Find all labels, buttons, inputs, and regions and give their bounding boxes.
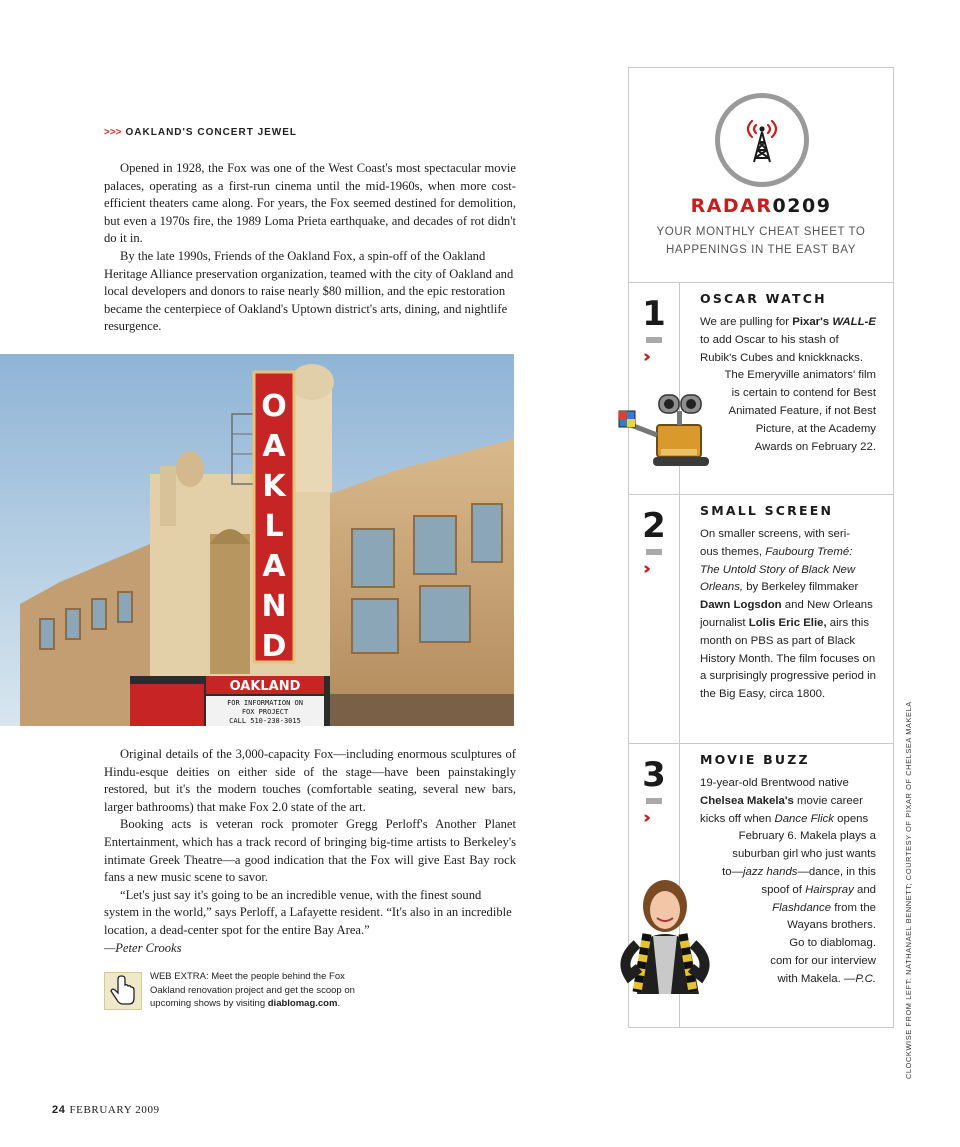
article-paragraph: Original details of the 3,000-capacity Fox—including enormous sculptures of Hindu-esque deities on either side of the stage—have been painstakingly restored, but it's the modern touches (comfortable seating, several new bars, larger bathrooms) that make Fox 2.0 state of the art. [104,747,516,814]
blurb-line: Chelsea Makela's movie career [700,794,863,807]
radar-subtitle-line: HAPPENINGS IN THE EAST BAY [665,244,857,256]
article-paragraph: Opened in 1928, the Fox was one of the West Coast's most spectacular movie palaces, operating as a first-run cinema until the mid-1960s, when more cost-efficient theaters came along. For years, the Fox seemed destined for demolition, but even a 1970s fire, the 1989 Loma Prieta earthquake, and decades of rot didn't do it in. [104,161,516,246]
blurb-line: to add Oscar to his stash of [700,333,839,346]
blurb-line: Flashdance from the [772,901,876,914]
blurb-line: to—jazz hands—dance, in this [722,865,876,878]
column-rule [679,495,680,744]
blurb-line: The Untold Story of Black New [700,563,856,576]
blurb-line: the Big Easy, circa 1800. [700,688,826,701]
radar-title-red: RADAR [690,195,773,217]
radio-tower-icon [715,93,809,187]
item-title: SMALL SCREEN [700,503,834,518]
radar-item-oscar-watch [629,282,893,495]
radar-header [629,68,893,282]
blurb-line: suburban girl who just wants [732,848,876,861]
web-extra-link[interactable]: diablomag.com [267,998,338,1009]
blurb-line: Wayans brothers. [787,919,876,932]
chevron-right-icon: ›› [643,347,646,367]
svg-text:K: K [262,469,286,504]
radar-title [629,195,893,217]
article-body-bottom [104,746,516,957]
chevron-right-icon: ›› [643,808,646,828]
blurb-line: journalist Lolis Eric Elie, airs this [700,616,870,629]
item-blurb [700,314,876,456]
byline: —Peter Crooks [104,940,182,955]
radar-title-number: 0209 [772,195,832,217]
web-extra-text [150,970,364,1011]
blurb-line: spoof of Hairspray and [761,883,876,896]
svg-text:L: L [264,509,284,544]
blurb-line: On smaller screens, with seri- [700,528,851,540]
chelsea-makela-photo [607,864,723,994]
blurb-line: a surprisingly progressive period in [700,670,877,683]
article-paragraph: By the late 1990s, Friends of the Oakland Fox, a spin-off of the Oakland Heritage Alliance preservation organization, teamed with the city of Oakland and local developers and donors to raise nearly $80 million, and the epic restoration became the centerpiece of Oakland's Uptown district's arts, dining, and nightlife resurgence. [104,248,514,334]
item-number: 3 [642,755,666,795]
article-body-top [104,160,516,336]
svg-text:OAKLAND: OAKLAND [229,679,301,694]
kicker-text: OAKLAND'S CONCERT JEWEL [125,127,298,138]
issue-date: FEBRUARY 2009 [69,1104,160,1116]
blurb-line: is certain to contend for Best [731,387,876,400]
radar-item-small-screen [629,494,893,744]
radar-subtitle [629,223,893,259]
svg-text:D: D [261,629,287,664]
blurb-line: We are pulling for Pixar's WALL-E [700,316,876,328]
svg-text:A: A [262,429,286,464]
radar-subtitle-line: YOUR MONTHLY CHEAT SHEET TO [656,226,866,238]
blurb-line: Orleans, by Berkeley filmmaker [700,581,859,594]
web-extra-body: WEB EXTRA: Meet the people behind the Fox Oakland renovation project and get the scoop on upcoming shows by visiting [150,971,355,1009]
photo-credit: CLOCKWISE FROM LEFT: NATHANAEL BENNETT; COURTESY OF PIXAR OF CHELSEA MAKELA [904,701,913,1079]
kicker-arrows: >>> [104,127,122,138]
blurb-line: ous themes, Faubourg Tremé: [700,545,853,558]
blurb-line: 19-year-old Brentwood native [700,777,849,789]
svg-text:FOR INFORMATION ON: FOR INFORMATION ON [227,699,303,707]
chevron-right-icon: ›› [643,559,646,579]
svg-text:N: N [261,589,287,624]
article-paragraph: “Let's just say it's going to be an incredible venue, with the finest sound system in the world,” says Perloff, a Lafayette resident. “It's also in an incredible location, a dead-center spot for the entire Bay Area.” [104,887,512,937]
blurb-line: The Emeryville animators' film [724,369,876,382]
item-number: 2 [642,506,666,546]
blurb-line: kicks off when Dance Flick opens [700,812,869,825]
walle-robot-image [613,387,719,467]
blurb-line: com for our interview [770,954,876,967]
svg-text:O: O [261,389,287,424]
blurb-line: Picture, at the Academy [755,422,876,435]
number-dash [646,798,662,804]
item-number: 1 [642,294,666,334]
page-folio [52,1104,160,1116]
blurb-line: Rubik's Cubes and knickknacks. [700,351,863,364]
blurb-line: Go to diablomag. [789,937,876,950]
svg-text:CALL 510-238-3015: CALL 510-238-3015 [229,717,301,725]
blurb-line: month on PBS as part of Black [700,634,856,647]
radar-item-movie-buzz [629,743,893,1028]
blurb-line: Dawn Logsdon and New Orleans [700,599,873,612]
blurb-line: History Month. The film focuses on [700,652,876,665]
number-dash [646,549,662,555]
svg-text:FOX PROJECT: FOX PROJECT [241,708,289,716]
section-kicker [104,127,297,138]
blurb-line: Awards on February 22. [754,440,876,453]
fox-theater-photo [0,354,514,726]
item-title: OSCAR WATCH [700,291,827,306]
number-dash [646,337,662,343]
page-number: 24 [52,1104,66,1116]
article-paragraph: Booking acts is veteran rock promoter Gregg Perloff's Another Planet Entertainment, which has a track record of bringing big-time artists to Berkeley's intimate Greek Theatre—a good indication that the Fox will give East Bay rock fans a new music scene to savor. [104,817,516,885]
web-extra-end: . [337,998,341,1009]
radar-sidebar [628,67,894,1028]
blurb-line: Animated Feature, if not Best [728,404,876,417]
blurb-line: with Makela. —P.C. [777,972,876,985]
item-title: MOVIE BUZZ [700,752,810,767]
item-blurb [700,526,876,704]
item-blurb [700,775,876,989]
blurb-line: February 6. Makela plays a [738,830,876,843]
pointing-hand-icon [104,972,142,1010]
svg-text:A: A [262,549,286,584]
